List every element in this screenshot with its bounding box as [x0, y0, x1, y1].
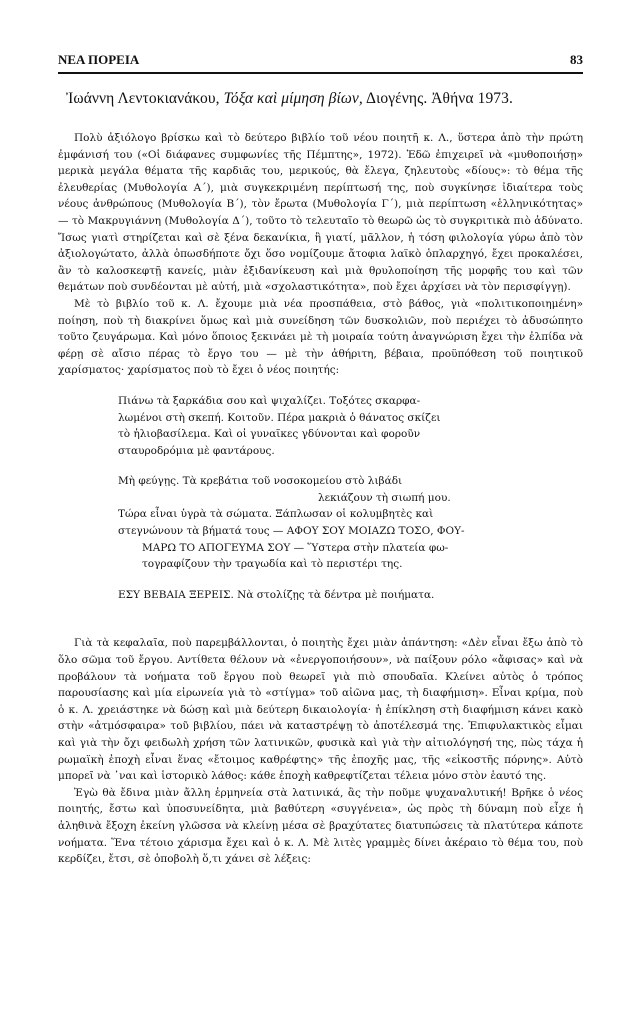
title-author: Ἰωάννη Λεντοκιανάκου,	[66, 90, 220, 107]
paragraph: Γιὰ τὰ κεφαλαῖα, ποὺ παρεμβάλλονται, ὁ ποιητὴς ἔχει μιὰν ἀπάντηση: «Δὲν εἶναι ἔξω ἀπὸ τὸ ὅλο σῶμα τοῦ ἔργου. Αντίθετα θέλουν νὰ «ἐνεργοποιήσουν», νὰ παίξουν ρόλο «ἄφισας» καὶ νὰ προβάλουν τὰ νοήματα τοῦ ἔργου ποὺ θεωρεῖ γιὰ πιὸ σπουδαῖα. Κλείνει αὐτὸς ὁ τρόπος παρουσίασης καὶ μία εἰρωνεία γιὰ τὸ «στίγμα» τοῦ αἰῶνα μας, τὴ διαφήμιση». Εἶναι κρίμα, ποὺ ὁ κ. Λ. χρειάστηκε νὰ δώσῃ καὶ μιὰ δεύτερη δικαιολογία· ἡ ἐπίκληση στὴ διαφήμιση κάνει κακὸ στὴν «ἀτμόσφαιρα» τοῦ βιβλίου, πάει νὰ καταστρέψῃ τὸ ἀποτέλεσμά της. Ἐπιφυλακτικὸς εἶμαι καὶ γιὰ τὴν ὄχι φειδωλὴ χρήση τῶν λατινικῶν, φυσικὰ καὶ γιὰ τὴν αἰτιολόγησή της, πὼς τάχα ἡ ρωμαϊκὴ ἐποχὴ εἶναι ἕνας «ἔτοιμος καθρέφτης» τῆς ἐποχῆς μας, τῆς «εἰκοστῆς πόρνης». Αὐτὸ μπορεῖ νὰ ᾽ναι καὶ ἱστορικὸ λάθος: κάθε ἐποχὴ καθρεφτίζεται τέλεια μόνο στὸν ἑαυτό της.	[58, 637, 583, 783]
journal-name: ΝΕΑ ΠΟΡΕΙΑ	[58, 52, 140, 67]
poem-stanza	[118, 473, 583, 573]
poem-line: ΜΑΡΩ ΤΟ ΑΠΟΓΕΥΜΑ ΣΟΥ — Ὕστερα στὴν πλατεία φω-	[142, 541, 449, 554]
poem-line: τογραφίζουν τὴν τραγωδία καὶ τὸ περιστέρι της.	[142, 558, 403, 571]
poem-stanza	[118, 393, 583, 459]
poem-line: λεκιάζουν τὴ σιωπή μου.	[318, 491, 451, 504]
poem-line: ΕΣΥ ΒΕΒΑΙΑ ΞΕΡΕΙΣ. Νὰ στολίζῃς τὰ δέντρα μὲ ποιήματα.	[118, 588, 435, 601]
poem-line: σταυροδρόμια μὲ φαντάρους.	[118, 444, 275, 457]
poem-line: στεγνώνουν τὰ βήματά τους — ΑΦΟΥ ΣΟΥ ΜΟΙΑΖΩ ΤΟΣΟ, ΦΟΥ-	[118, 525, 465, 538]
poem-stanza	[118, 587, 583, 604]
header-rule	[58, 72, 583, 74]
poem-line: Πιάνω τὰ ξαρκάδια σου καὶ ψιχαλίζει. Τοξότες σκαρφα-	[118, 394, 421, 407]
running-header	[58, 52, 583, 68]
poem-line: Τώρα εἶναι ὑγρὰ τὰ σώματα. Ξάπλωσαν οἱ κολυμβητὲς καὶ	[118, 508, 434, 521]
title-work: Τόξα καὶ μίμηση βίων,	[223, 90, 363, 107]
review-title	[66, 90, 583, 108]
poem-quotation	[118, 393, 583, 604]
poem-line: λωμένοι στὴ σκεπή. Κοιτοῦν. Πέρα μακριὰ ὁ θάνατος σκίζει	[118, 411, 441, 424]
title-publisher: Διογένης. Ἀθήνα 1973.	[366, 90, 513, 107]
paragraph: Ἐγὼ θὰ ἔδινα μιὰν ἄλλη ἑρμηνεία στὰ λατινικά, ἂς τὴν ποῦμε ψυχαναλυτική! Βρῆκε ὁ νέος ποιητής, ἔστω καὶ ὑποσυνείδητα, μιὰ βαθύτερη «συγγένεια», ὡς πρὸς τὴ δύναμη ποὺ εἶχε ἡ ἀληθινὰ ἔξοχη ἐκείνη γλῶσσα νὰ κλείνῃ μέσα σὲ βραχύτατες διατυπώσεις τὰ πλατύτερα κάποτε νοήματα. Ἕνα τέτοιο χάρισμα ἔχει καὶ ὁ κ. Λ. Μὲ λιτὲς γραμμὲς δίνει ἀκέραιο τὸ θέμα του, ποὺ κερδίζει, ἔτσι, σὲ ὁποβολὴ ὅ,τι χάνει σὲ λέξεις:	[58, 786, 583, 866]
page-number: 83	[570, 52, 583, 67]
paragraph: Πολὺ ἀξιόλογο βρίσκω καὶ τὸ δεύτερο βιβλίο τοῦ νέου ποιητῆ κ. Λ., ὕστερα ἀπὸ τὴν πρώτη ἐμφάνισή του («Οἱ διάφανες συμφωνίες τῆς Πέμπτης», 1972). Ἐδῶ ἐπιχειρεῖ νὰ «μυθοποιήσῃ» μερικὰ μεγάλα θέματα τῆς καρδιᾶς του, μερικούς, θὰ ἔλεγα, ζηλευτοὺς «δίους»: τὸ θέμα τῆς ἐλευθερίας (Μυθολογία Α΄), μιὰ συγκεκριμένη περίπτωσή της, ποὺ συγκίνησε ἰδιαίτερα τοὺς νέους ἀνθρώπους (Μυθολογία Β΄), τὸν ἔρωτα (Μυθολογία Γ΄), μιὰ περίπτωση «ἑλληνικότητας» — τὸ Μακρυγιάννη (Μυθολογία Δ΄), τοῦτο τὸ τελευταῖο τὸ θεωρῶ ὡς τὸ συγκριτικὰ πιὸ ἀδύνατο. Ἴσως γιατὶ στηρίζεται καὶ σὲ ξένα δεκανίκια, ἢ γιατί, μᾶλλον, ἡ τόση φιλολογία γύρω ἀπὸ τὸν ἀξιολογώτατο, ἀλλὰ ὁπωσδήποτε ὄχι ὅσο νομίζουμε ἄτοφια λαϊκὸ ὁπλαρχηγό, ἔχει προκαλέσει, ἂν τὸ καλοσκεφτῇ κανείς, μιὰν ἐξιδανίκευση καὶ μιὰ θρυλοποίηση τῆς μορφῆς του καὶ τῶν θεμάτων ποὺ συνδέονται μὲ αὐτή, μιὰ «σχολαστικότητα», ποὺ ἔχει ἀρχίσει νὰ τὸν περισφίγγῃ).	[58, 132, 583, 294]
paragraph: Μὲ τὸ βιβλίο τοῦ κ. Λ. ἔχουμε μιὰ νέα προσπάθεια, στὸ βάθος, γιὰ «πολιτικοποιημένη» ποίηση, ποὺ τὴ διακρίνει ὅμως καὶ μιὰ συνείδηση τῶν δυσκολιῶν, ποὺ περιέχει τὸ ἀδυσώπητο τοῦτο ζευγάρωμα. Καὶ μόνο ὅποιος ξεκινάει μὲ τὴ μοιραία τούτη ἀναγνώριση ἔχει τὴν ἐλπίδα νὰ φέρῃ σὲ αἴσιο πέρας τὸ ἔργο του — μὲ τὴν ἀθήριτη, βέβαια, προϋπόθεση τοῦ ποιητικοῦ χαρίσματος· χαρίσματος ποὺ τὸ ἔχει ὁ νέος ποιητής:	[58, 297, 583, 377]
spacer	[58, 617, 583, 635]
poem-line: Μὴ φεύγῃς. Τὰ κρεβάτια τοῦ νοσοκομείου στὸ λιβάδι	[118, 475, 403, 488]
poem-line: τὸ ἡλιοβασίλεμα. Καὶ οἱ γυναῖκες γδύνονται καὶ φοροῦν	[118, 428, 421, 441]
